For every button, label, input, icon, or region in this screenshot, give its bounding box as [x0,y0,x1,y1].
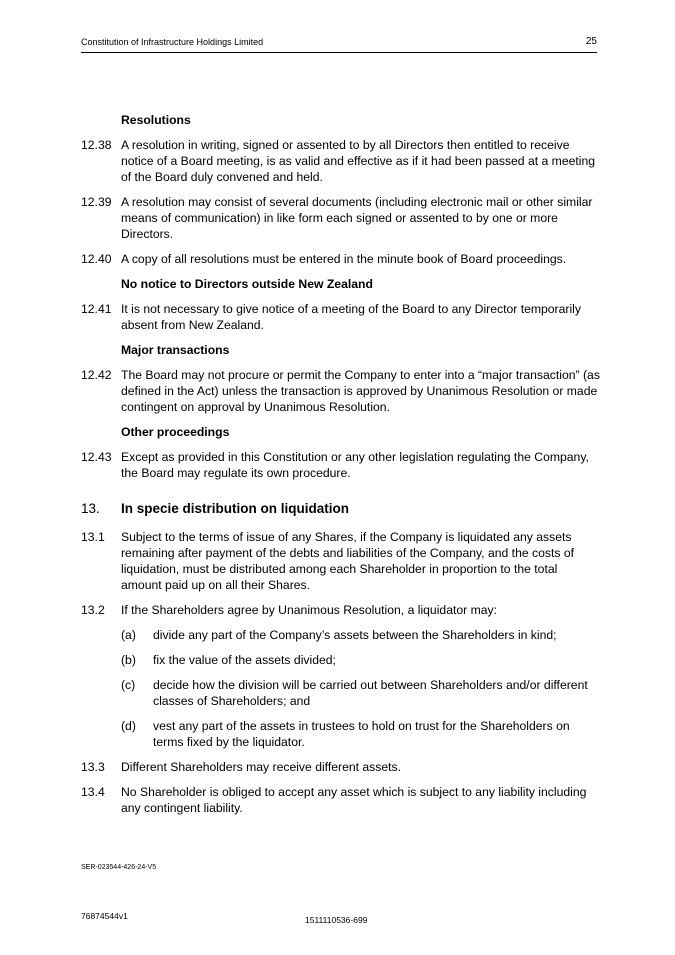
section-number: 13. [81,501,100,516]
subheading-major-transactions: Major transactions [121,343,230,357]
page-header [81,36,597,53]
clause-number: 13.4 [81,785,105,799]
document-id: 76874544v1 [81,911,128,921]
subclause-b [81,652,601,668]
subclause-text: divide any part of the Company’s assets between the Shareholders in kind; [153,628,557,642]
clause-12-39 [81,194,601,242]
subclause-d [81,718,601,750]
clause-13-1 [81,529,601,593]
subclause-letter: (a) [121,628,136,642]
document-code: 1511110536-699 [305,915,368,925]
document-body [81,112,601,825]
subclause-text: fix the value of the assets divided; [153,653,336,667]
clause-number: 12.42 [81,368,112,382]
clause-13-2 [81,602,601,618]
document-reference: SER-023544-426-24-V5 [81,864,157,871]
clause-12-43 [81,449,601,481]
clause-13-4 [81,784,601,816]
subheading-other-proceedings: Other proceedings [121,425,230,439]
clause-13-3 [81,759,601,775]
clause-text: Subject to the terms of issue of any Shares, if the Company is liquidated any assets remaining after payment of the debts and liabilities of the Company, and the costs of liquidation, must be distributed among each Shareholder in proportion to the total amount paid up on all their Shares. [121,530,575,592]
subclause-c [81,677,601,709]
clause-number: 12.40 [81,252,112,266]
clause-12-40 [81,251,601,267]
clause-number: 13.1 [81,530,105,544]
clause-text: No Shareholder is obliged to accept any asset which is subject to any liability including any contingent liability. [121,785,587,815]
subheading-no-notice: No notice to Directors outside New Zealand [121,277,373,291]
page-number: 25 [585,36,597,47]
subheading-resolutions: Resolutions [121,113,191,127]
subclause-letter: (d) [121,719,136,733]
clause-number: 13.3 [81,760,105,774]
clause-text: Different Shareholders may receive different assets. [121,760,402,774]
clause-text: It is not necessary to give notice of a meeting of the Board to any Director temporarily absent from New Zealand. [121,302,581,332]
clause-number: 12.39 [81,195,112,209]
clause-text: A resolution in writing, signed or assented to by all Directors then entitled to receive notice of a Board meeting, is as valid and effective as if it had been passed at a meeting of the Board duly convened and held. [121,138,596,184]
clause-12-41 [81,301,601,333]
clause-number: 12.38 [81,138,112,152]
clause-text: If the Shareholders agree by Unanimous Resolution, a liquidator may: [121,603,497,617]
subclause-text: decide how the division will be carried out between Shareholders and/or different classes of Shareholders; and [153,678,588,708]
clause-number: 13.2 [81,603,105,617]
subclause-text: vest any part of the assets in trustees to hold on trust for the Shareholders on terms fixed by the liquidator. [153,719,570,749]
clause-number: 12.41 [81,302,112,316]
section-title: In specie distribution on liquidation [121,501,349,516]
document-title: Constitution of Infrastructure Holdings Limited [81,37,264,47]
subclause-letter: (c) [121,678,136,692]
section-13-heading [81,501,601,517]
clause-text: A resolution may consist of several documents (including electronic mail or other similar means of communication) in like form each signed or assented to by one or more Directors. [121,195,593,241]
clause-12-38 [81,137,601,185]
clause-text: The Board may not procure or permit the Company to enter into a “major transaction” (as defined in the Act) unless the transaction is approved by Unanimous Resolution or made contingent on approval by Unanimous Resolution. [121,368,600,414]
clause-text: Except as provided in this Constitution or any other legislation regulating the Company, the Board may regulate its own procedure. [121,450,589,480]
clause-12-42 [81,367,601,415]
clause-number: 12.43 [81,450,112,464]
subclause-letter: (b) [121,653,136,667]
subclause-a [81,627,601,643]
clause-text: A copy of all resolutions must be entered in the minute book of Board proceedings. [121,252,567,266]
